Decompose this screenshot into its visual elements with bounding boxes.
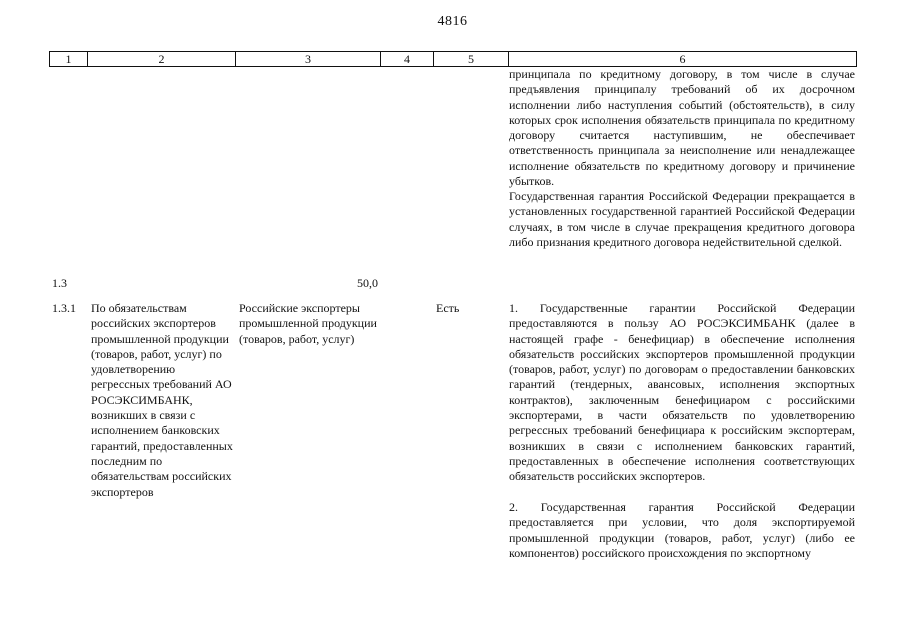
condition-1-paragraph <box>509 301 855 485</box>
condition-2-text: 2. Государственная гарантия Российской Федерации предоставляется при условии, что доля экспортируемой промышленной продукции (товаров, работ, услуг) (либо ее компонентов) российского происхождения по экспортному <box>509 500 855 560</box>
column-number-1: 1 <box>50 52 88 67</box>
regress-right: Есть <box>436 301 460 315</box>
termination-text: Государственная гарантия Российской Федерации прекращается в установленных государственной гарантией Российской Федерации случаях, в том числе в случае прекращения кредитного договора либо признания кредитного договора недействительной сделкой. <box>509 189 855 249</box>
guarantee-purpose: По обязательствам российских экспортеров промышленной продукции (товаров, работ, услуг) по удовлетворению регрессных требований АО РОСЭКСИМБАНК, возникших в связи с исполнением банковских гарантий, предоставленных последним по обязательствам российских экспортеров <box>91 301 233 499</box>
column-number-6: 6 <box>509 52 857 67</box>
page-number: 4816 <box>437 14 468 29</box>
continuation-paragraph <box>509 67 855 189</box>
row-amount-1-3: 50,0 <box>357 276 378 290</box>
condition-2-paragraph <box>509 500 855 561</box>
column-number-3: 3 <box>236 52 381 67</box>
row-number-1-3: 1.3 <box>52 276 67 290</box>
principal-name: Российские экспортеры промышленной продукции (товаров, работ, услуг) <box>239 301 377 346</box>
column-number-2: 2 <box>88 52 236 67</box>
column-number-4: 4 <box>381 52 434 67</box>
continuation-text: принципала по кредитному договору, в том числе в случае предъявления принципалу требований об их досрочном исполнении либо наступления событий (обстоятельств), в силу которых срок исполнения обязательств принципала по кредитному договору считается наступившим, не обеспечивает ответственность принципала за неисполнение или ненадлежащее исполнение обязательств по кредитному договору и причинение убытков. <box>509 67 855 189</box>
termination-paragraph <box>509 189 855 250</box>
row-number-1-3-1: 1.3.1 <box>52 301 76 315</box>
column-number-5: 5 <box>434 52 509 67</box>
column-header-row <box>49 51 857 67</box>
condition-1-text: 1. Государственные гарантии Российской Федерации предоставляются в пользу АО РОСЭКСИМБАНК (далее в настоящей графе - бенефициар) в обеспечение исполнения обязательств российских экспортеров промышленной продукции (товаров, работ, услуг) по договорам о предоставлении банковских гарантий (тендерных, авансовых, исполнения экспортных контрактов), заключенным бенефициаром с российскими экспортерами, в части обязательств по удовлетворению регрессных требований бенефициара к российским экспортерам, возникших в связи с исполнением банковских гарантий, предоставленных в обеспечение исполнения соответствующих обязательств российских экспортеров. <box>509 301 855 484</box>
